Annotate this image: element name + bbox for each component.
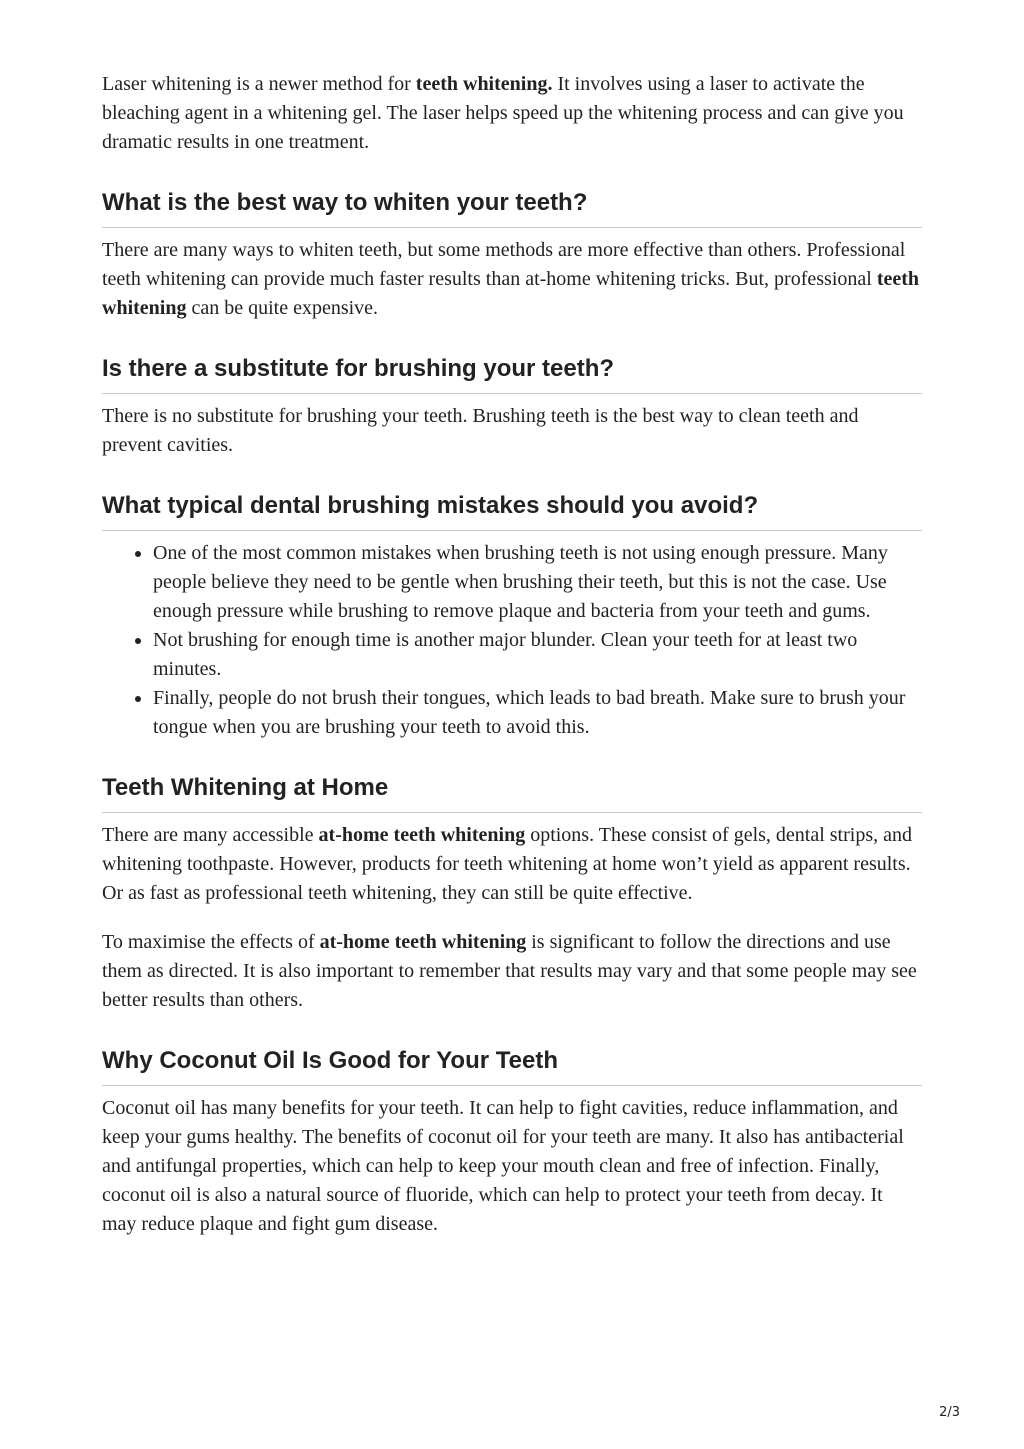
- mistakes-list: [102, 539, 922, 742]
- heading-mistakes: What typical dental brushing mistakes should you avoid?: [102, 490, 922, 531]
- heading-substitute: Is there a substitute for brushing your teeth?: [102, 353, 922, 394]
- home2-bold-at-home-whitening[interactable]: at-home teeth whitening: [319, 931, 527, 953]
- section-best-way: [102, 187, 922, 323]
- section-home-whitening: [102, 772, 922, 1015]
- list-item: • One of the most common mistakes when brushing teeth is not using enough pressure. Many people believe they need to be gentle when brushing their teeth, but this is not the case. Use enough pressure while brushing to remove plaque and bacteria from your teeth and gums.: [153, 539, 922, 626]
- list-item: • Finally, people do not brush their tongues, which leads to bad breath. Make sure to brush your tongue when you are brushing your teeth to avoid this.: [153, 684, 922, 742]
- best-way-text-1: There are many ways to whiten teeth, but some methods are more effective than others. Professional teeth whitening can provide much faster results than at-home whitening tricks. But, professional: [102, 239, 906, 290]
- section-coconut-oil: [102, 1045, 922, 1239]
- intro-text-1: Laser whitening is a newer method for: [102, 73, 416, 95]
- paragraph-home-whitening-2: [102, 928, 922, 1015]
- paragraph-coconut-oil: Coconut oil has many benefits for your teeth. It can help to fight cavities, reduce inflammation, and keep your gums healthy. The benefits of coconut oil for your teeth are many. It also has antibacterial and antifungal properties, which can help to keep your mouth clean and free of infection. Finally, coconut oil is also a natural source of fluoride, which can help to protect your teeth from decay. It may reduce plaque and fight gum disease.: [102, 1097, 904, 1235]
- intro-paragraph: [102, 70, 922, 157]
- section-mistakes: [102, 490, 922, 742]
- heading-home-whitening: Teeth Whitening at Home: [102, 772, 922, 813]
- intro-text-2: It involves using a laser to activate the bleaching agent in a whitening gel. The laser helps speed up the whitening process and can give you dramatic results in one treatment.: [102, 73, 904, 153]
- best-way-text-2: can be quite expensive.: [186, 297, 379, 319]
- heading-coconut-oil: Why Coconut Oil Is Good for Your Teeth: [102, 1045, 922, 1086]
- intro-bold-teeth-whitening[interactable]: teeth whitening.: [415, 73, 553, 95]
- section-substitute: [102, 353, 922, 460]
- home2-text-1: To maximise the effects of: [102, 931, 320, 953]
- paragraph-best-way: [102, 236, 922, 323]
- home-bold-at-home-whitening[interactable]: at-home teeth whitening: [318, 824, 526, 846]
- home-text-2: options. These consist of gels, dental strips, and whitening toothpaste. However, products for teeth whitening at home won’t yield as apparent results. Or as fast as professional teeth whitening, they can still be quite effective.: [102, 824, 912, 904]
- list-item: • Not brushing for enough time is another major blunder. Clean your teeth for at least two minutes.: [153, 626, 922, 684]
- heading-best-way: What is the best way to whiten your teeth?: [102, 187, 922, 228]
- home2-text-2: is significant to follow the directions and use them as directed. It is also important to remember that results may vary and that some people may see better results than others.: [102, 931, 917, 1011]
- page-number: 2/3: [939, 1405, 960, 1420]
- paragraph-home-whitening-1: [102, 821, 922, 908]
- paragraph-substitute: There is no substitute for brushing your teeth. Brushing teeth is the best way to clean teeth and prevent cavities.: [102, 405, 859, 456]
- best-way-bold-teeth-whitening[interactable]: teeth whitening: [102, 268, 920, 319]
- home-text-1: There are many accessible: [102, 824, 319, 846]
- document-page: [102, 70, 922, 1239]
